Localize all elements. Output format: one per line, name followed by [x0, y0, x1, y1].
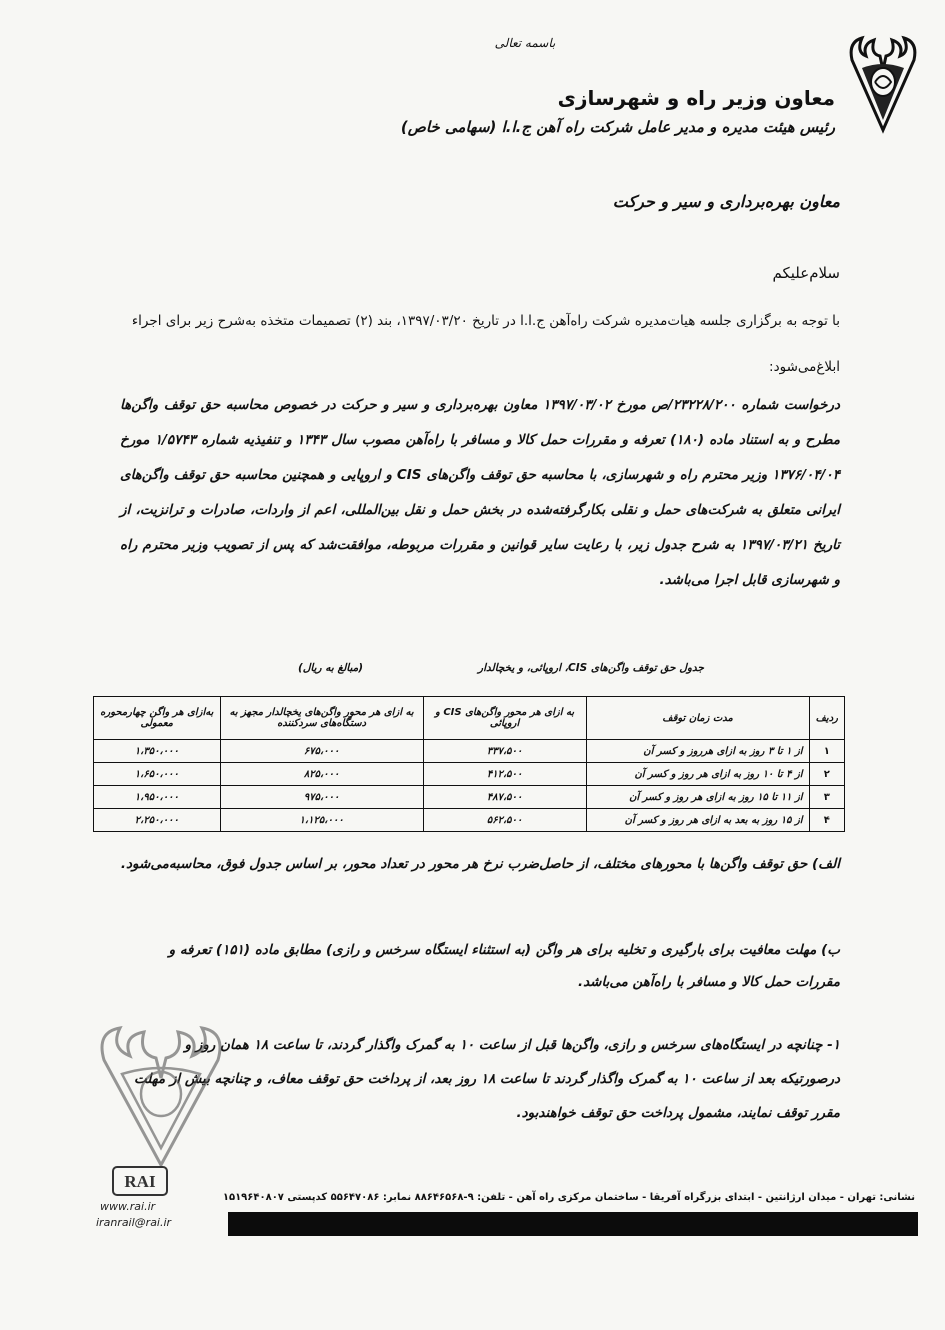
- row-cis-rate: ۳۳۷،۵۰۰: [423, 740, 586, 763]
- table-row: [94, 786, 845, 809]
- intro-paragraph: با توجه به برگزاری جلسه هیات‌مدیره شرکت راه‌آهن ج.ا.ا در تاریخ ۱۳۹۷/۰۳/۲۰، بند (۲) تصمیمات متخذه به‌شرح زیر برای اجراء ابلاغ‌می‌شود:: [131, 313, 840, 375]
- table-title: جدول حق توقف واگن‌های CIS، اروپائی، و یخچالدار: [478, 662, 704, 674]
- header-cis: به ازای هر محور واگن‌های CIS و اروپائی: [423, 697, 586, 740]
- row-cis-rate: ۴۱۲،۵۰۰: [423, 763, 586, 786]
- clause-a: الف) حق توقف واگن‌ها با محورهای مختلف، از حاصل‌ضرب نرخ هر محور در تعداد محور، بر اساس جدول فوق، محاسبه‌می‌شود.: [120, 856, 840, 872]
- row-normal-rate: ۱،۹۵۰،۰۰۰: [94, 786, 221, 809]
- row-duration: از ۱۵ روز به بعد به ازای هر روز و کسر آن: [586, 809, 809, 832]
- row-index: ۱: [809, 740, 844, 763]
- table-unit: (مبالغ به ریال): [298, 662, 364, 674]
- header-normal: به‌ازای هر واگن چهارمحوره معمولی: [94, 697, 221, 740]
- header-fridge: به ازای هر محور واگن‌های یخچالدار مجهز به دستگاه‌های سردکننده: [220, 697, 423, 740]
- title-line-1: معاون وزیر راه و شهرسازی: [557, 86, 835, 110]
- rai-logo-text: RAI: [124, 1172, 156, 1191]
- header-duration: مدت زمان توقف: [586, 697, 809, 740]
- row-normal-rate: ۱،۳۵۰،۰۰۰: [94, 740, 221, 763]
- winged-emblem-icon: [842, 30, 924, 140]
- rai-logo: [112, 1166, 168, 1196]
- decision-paragraph: درخواست شماره ۲۳۲۲۸/۲۰۰/ص مورخ ۱۳۹۷/۰۳/۰۲ معاون بهره‌برداری و سیر و حرکت در خصوص محاسبه حق توقف واگن‌ها مطرح و به استناد ماده (۱۸۰) تعرفه و مقررات حمل کالا و مسافر با راه‌آهن مصوب سال ۱۳۴۳ و تنفیذیه شماره ۱/۵۷۴۳ مورخ ۱۳۷۶/۰۴/۰۴ وزیر محترم راه و شهرسازی، با محاسبه حق توقف واگن‌های CIS و اروپایی و همچنین محاسبه حق توقف واگن‌های ایرانی متعلق به شرکت‌های حمل و نقلی بکارگرفته‌شده در بخش حمل و نقل بین‌المللی، اعم از واردات، صادرات و ترانزیت، از تاریخ ۱۳۹۷/۰۳/۲۱ به شرح جدول زیر، با رعایت سایر قوانین و مقررات مربوطه، موافقت‌شد که پس از تصویب وزیر محترم راه و شهرسازی قابل اجرا می‌باشد.: [120, 397, 841, 588]
- winged-emblem-watermark-icon: [86, 1020, 236, 1170]
- row-index: ۴: [809, 809, 844, 832]
- rai-logo-icon: [112, 1166, 168, 1196]
- fee-table: [93, 696, 845, 832]
- row-duration: از ۱۱ تا ۱۵ روز به ازای هر روز و کسر آن: [586, 786, 809, 809]
- row-duration: از ۴ تا ۱۰ روز به ازای هر روز و کسر آن: [586, 763, 809, 786]
- footer-bar: [228, 1212, 918, 1236]
- title-line-2: رئیس هیئت مدیره و مدیر عامل شرکت راه آهن ج.ا.ا (سهامی خاص): [400, 118, 835, 136]
- row-index: ۲: [809, 763, 844, 786]
- row-fridge-rate: ۶۷۵،۰۰۰: [220, 740, 423, 763]
- email-text: iranrail@rai.ir: [96, 1216, 172, 1229]
- website-text: www.rai.ir: [100, 1200, 156, 1213]
- header-row-index: ردیف: [809, 697, 844, 740]
- footer-address: نشانی: تهران - میدان ارژانتین - ابتدای بزرگراه آفریقا - ساختمان مرکزی راه آهن - تلفن: ۹-۸۸۶۴۶۵۶۸ نمابر: ۵۵۶۴۷۰۸۶ کدپستی ۱۵۱۹۶۴۰۸۰۷: [222, 1192, 915, 1203]
- bismillah: باسمه تعالی: [494, 36, 556, 50]
- clause-1: ۱- چنانچه در ایستگاه‌های سرخس و رازی، واگن‌ها قبل از ساعت ۱۰ به گمرک واگذار گردند، تا ساعت ۱۸ همان روز و درصورتیکه بعد از ساعت ۱۰ به گمرک واگذار گردند تا ساعت ۱۸ روز بعد، از پرداخت حق توقف معاف، و چنانچه بیش از مهلت مقرر توقف نمایند، مشمول پرداخت حق توقف خواهندبود.: [133, 1037, 840, 1121]
- row-fridge-rate: ۸۲۵،۰۰۰: [220, 763, 423, 786]
- row-cis-rate: ۴۸۷،۵۰۰: [423, 786, 586, 809]
- table-row: [94, 809, 845, 832]
- row-cis-rate: ۵۶۲،۵۰۰: [423, 809, 586, 832]
- row-index: ۳: [809, 786, 844, 809]
- table-header-row: [94, 697, 845, 740]
- row-duration: از ۱ تا ۳ روز به ازای هرروز و کسر آن: [586, 740, 809, 763]
- row-normal-rate: ۱،۶۵۰،۰۰۰: [94, 763, 221, 786]
- row-fridge-rate: ۹۷۵،۰۰۰: [220, 786, 423, 809]
- row-fridge-rate: ۱،۱۲۵،۰۰۰: [220, 809, 423, 832]
- recipient: معاون بهره‌برداری و سیر و حرکت: [612, 192, 840, 211]
- greeting: سلام‌علیکم: [772, 264, 840, 282]
- table-row: [94, 763, 845, 786]
- row-normal-rate: ۲،۲۵۰،۰۰۰: [94, 809, 221, 832]
- table-row: [94, 740, 845, 763]
- clause-b: ب) مهلت معافیت برای بارگیری و تخلیه برای هر واگن (به استثناء ایستگاه سرخس و رازی) مطابق ماده (۱۵۱) تعرفه و مقررات حمل کالا و مسافر با راه‌آهن می‌باشد.: [168, 942, 840, 990]
